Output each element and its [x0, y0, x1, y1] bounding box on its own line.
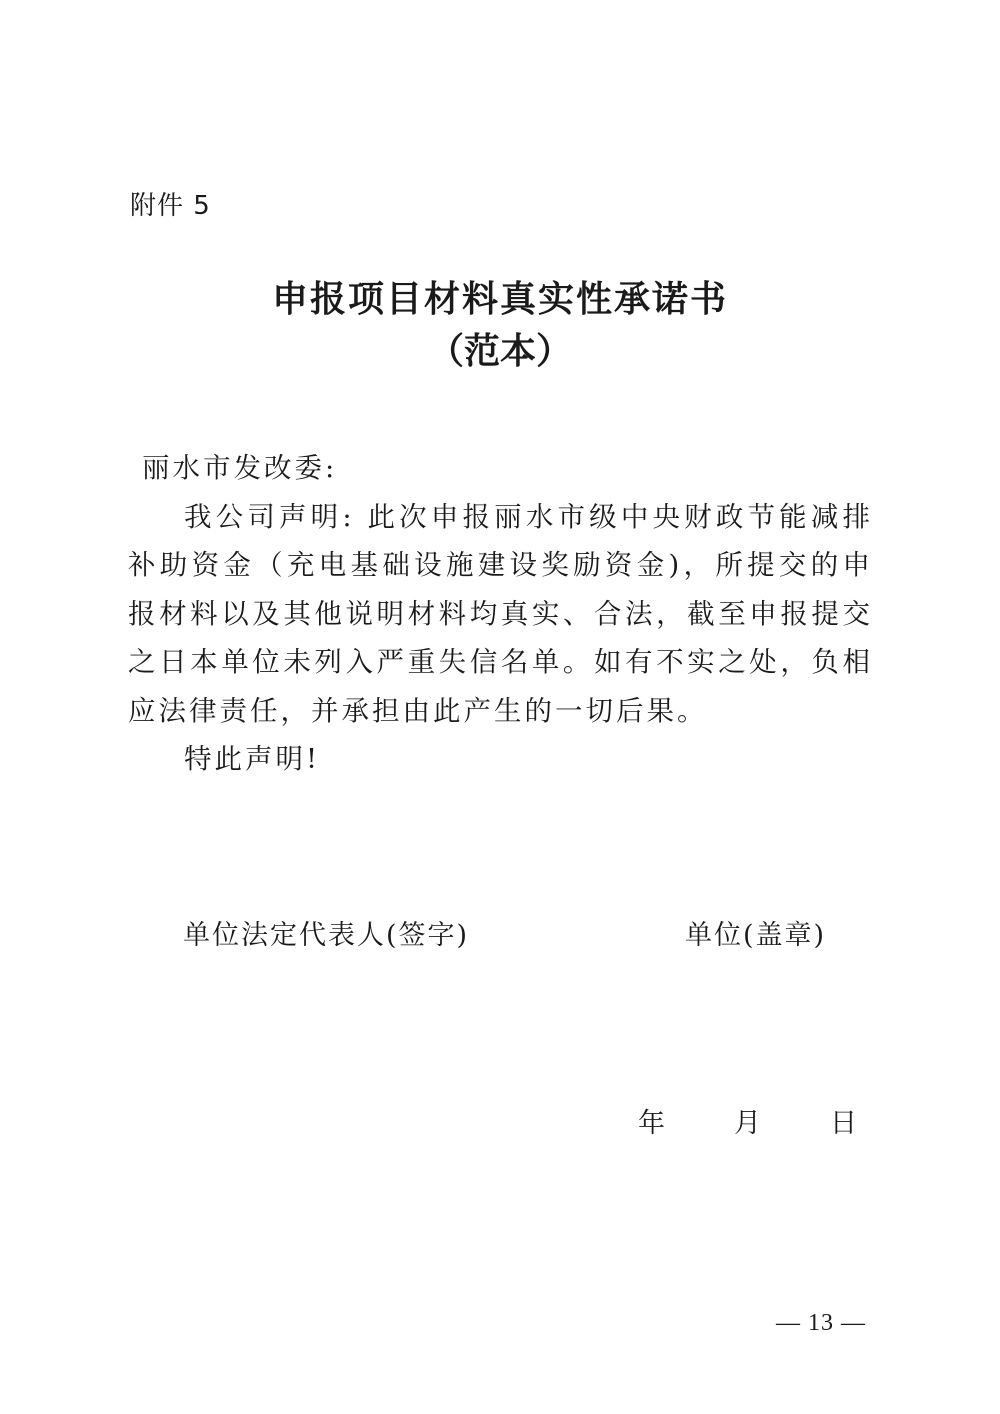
date-year-label: 年: [638, 1108, 665, 1139]
document-subtitle: （范本）: [427, 330, 572, 372]
date-month-label: 月: [734, 1108, 761, 1139]
date-day-label: 日: [830, 1108, 857, 1139]
statement-paragraph: 我公司声明: 此次申报丽水市级中央财政节能减排补助资金（充电基础设施建设奖励资金)，所提交的申报材料以及其他说明材料均真实、合法，截至申报提交之日本单位未列入严重失信名单。如有不实之处，负相应法律责任，并承担由此产生的一切后果。: [128, 500, 873, 727]
page-number: — 13 —: [776, 1310, 866, 1336]
attachment-label: 附件 5: [130, 191, 211, 221]
unit-seal-label: 单位(盖章): [685, 920, 827, 951]
salutation: 丽水市发改委:: [142, 452, 338, 484]
closing-line: 特此声明!: [184, 743, 321, 775]
legal-representative-signature-label: 单位法定代表人(签字): [183, 920, 470, 951]
document-title: 申报项目材料真实性承诺书: [271, 278, 728, 320]
document-body: [128, 444, 873, 784]
